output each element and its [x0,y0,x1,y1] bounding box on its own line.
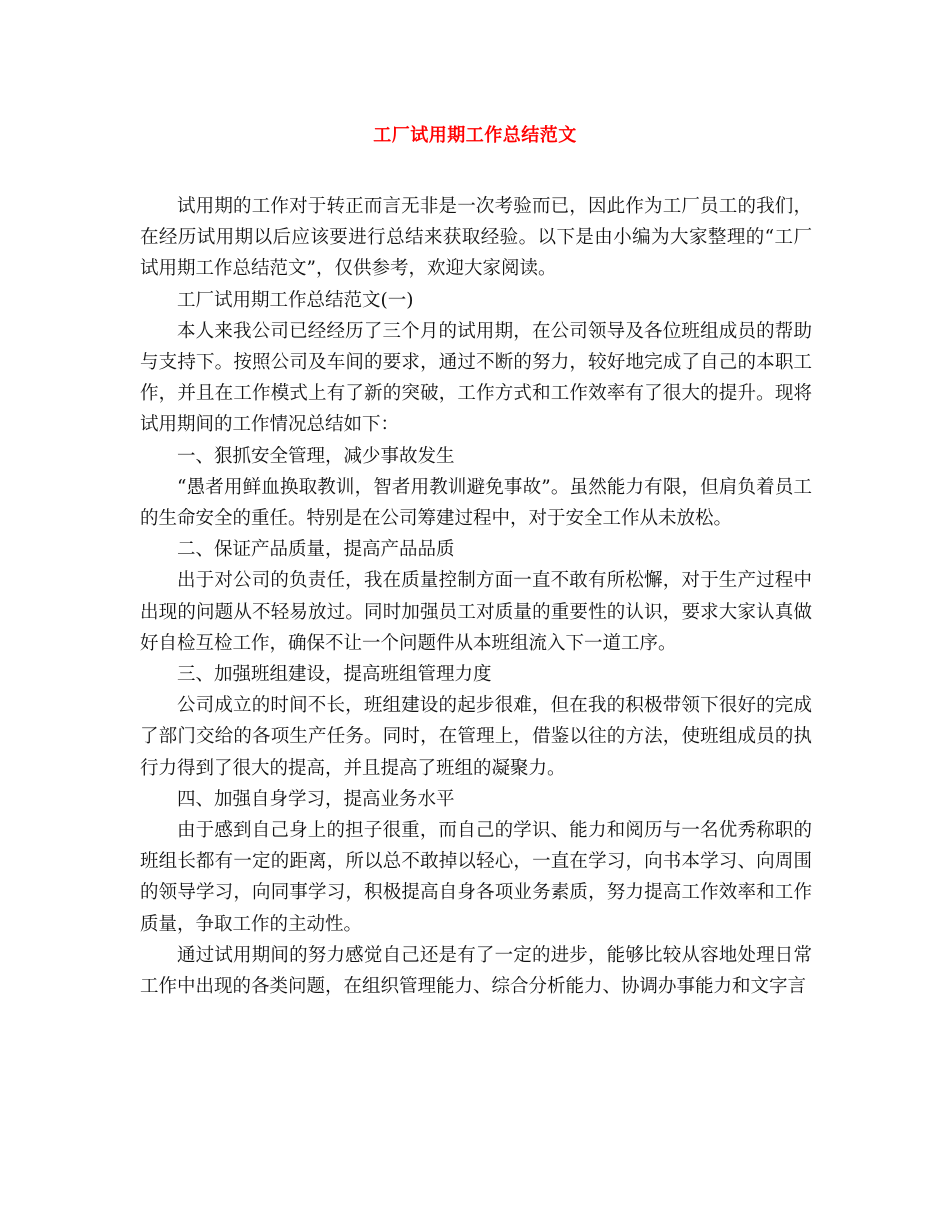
section-heading-self-study: 四、加强自身学习，提高业务水平 [177,788,455,810]
section-heading-quality: 二、保证产品质量，提高产品品质 [177,539,455,561]
section-heading-team-building: 三、加强班组建设，提高班组管理力度 [177,664,492,686]
section-heading-safety: 一、狠抓安全管理，减少事故发生 [177,445,455,467]
body-paragraph: 由于感到自己身上的担子很重，而自己的学识、能力和阅历与一名优秀称职的班组长都有一定的距离，所以总不敢掉以轻心，一直在学习，向书本学习、向周围的领导学习，向同事学习，积极提高自身各项业务素质，努力提高工作效率和工作质量，争取工作的主动性。 [140,820,812,935]
section-heading-sample-one: 工厂试用期工作总结范文(一) [177,289,414,311]
intro-paragraph: 试用期的工作对于转正而言无非是一次考验而已，因此作为工厂员工的我们，在经历试用期以后应该要进行总结来获取经验。以下是由小编为大家整理的“工厂试用期工作总结范文”，仅供参考，欢迎大家阅读。 [140,196,812,280]
document-body [140,191,812,1002]
body-paragraph: 公司成立的时间不长，班组建设的起步很难，但在我的积极带领下很好的完成了部门交给的各项生产任务。同时，在管理上，借鉴以往的方法，使班组成员的执行力得到了很大的提高，并且提高了班组的凝聚力。 [140,695,812,779]
document-title: 工厂试用期工作总结范文 [373,125,577,146]
body-paragraph: “愚者用鲜血换取教训，智者用教训避免事故”。虽然能力有限，但肩负着员工的生命安全的重任。特别是在公司筹建过程中，对于安全工作从未放松。 [140,476,812,530]
body-paragraph: 出于对公司的负责任，我在质量控制方面一直不敢有所松懈，对于生产过程中出现的问题从不轻易放过。同时加强员工对质量的重要性的认识，要求大家认真做好自检互检工作，确保不让一个问题件从本班组流入下一道工序。 [140,570,812,654]
body-paragraph: 本人来我公司已经经历了三个月的试用期，在公司领导及各位班组成员的帮助与支持下。按照公司及车间的要求，通过不断的努力，较好地完成了自己的本职工作，并且在工作模式上有了新的突破，工作方式和工作效率有了很大的提升。现将试用期间的工作情况总结如下： [140,320,812,436]
body-paragraph: 通过试用期间的努力感觉自己还是有了一定的进步，能够比较从容地处理日常工作中出现的各类问题，在组织管理能力、综合分析能力、协调办事能力和文字言 [140,944,812,998]
